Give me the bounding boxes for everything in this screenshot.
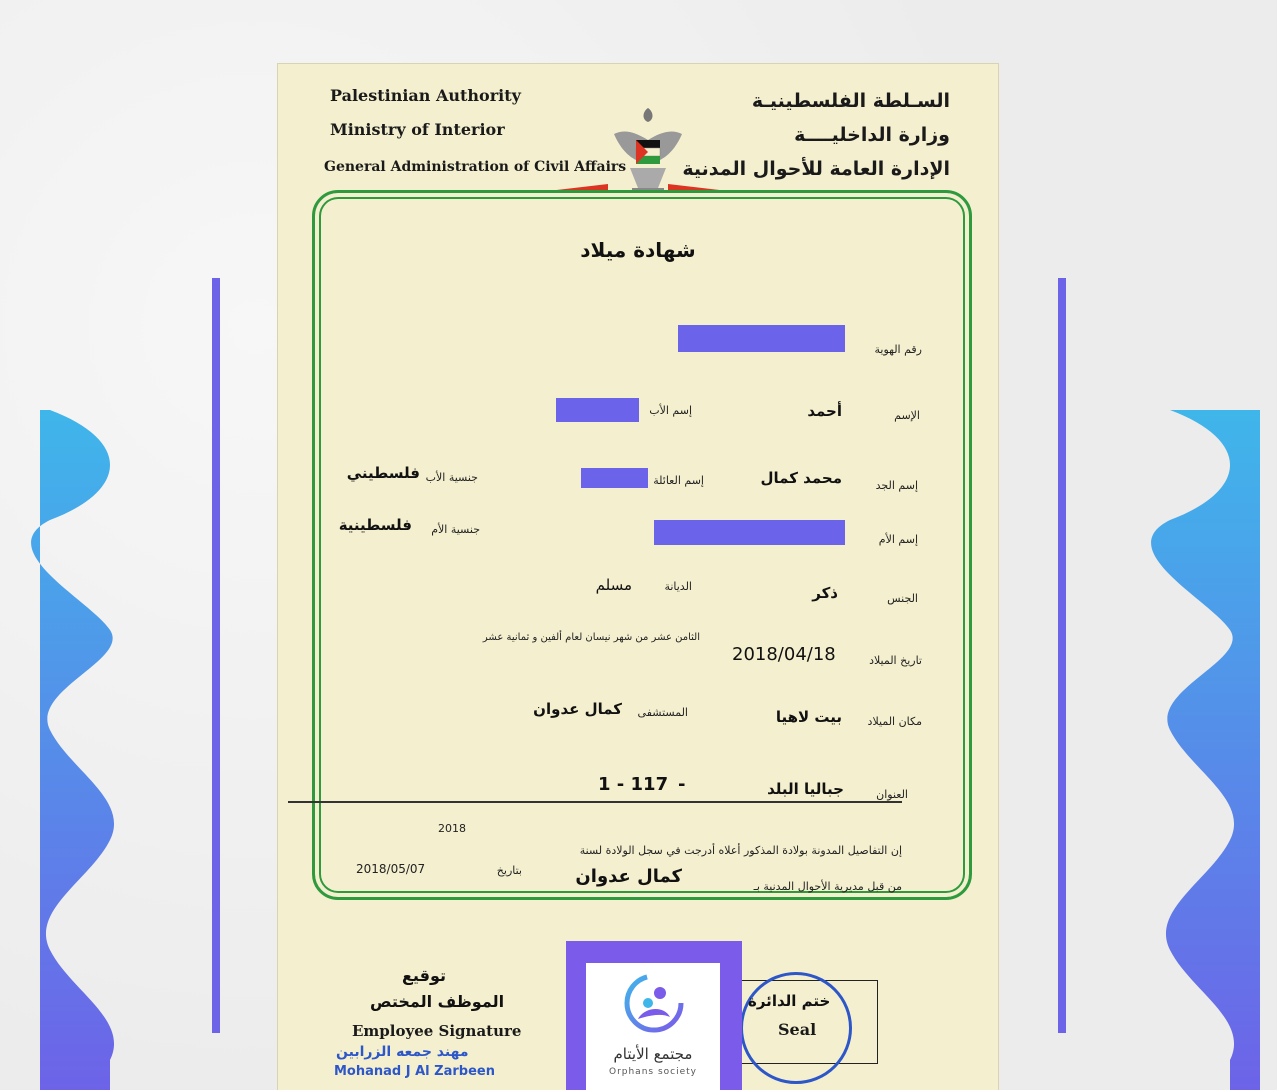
signer-name-ar: مهند جمعه الزرابين [336, 1044, 469, 1060]
header-ar-administration: الإدارة العامة للأحوال المدنية [682, 158, 950, 180]
orphans-society-logo-icon [622, 971, 686, 1035]
seal-en-label: Seal [778, 1020, 817, 1039]
gender-label: الجنس [887, 592, 918, 605]
date-value: 2018/05/07 [356, 862, 426, 876]
date-label: بتاريخ [496, 864, 522, 877]
grandfather-label: إسم الجد [875, 479, 918, 492]
gender-value: ذكر [812, 584, 838, 602]
mother-label: إسم الأم [878, 533, 918, 546]
dob-words: الثامن عشر من شهر نيسان لعام ألفين و ثمانية عشر [482, 632, 700, 643]
hospital-label: المستشفى [637, 706, 688, 719]
religion-label: الديانة [664, 580, 692, 593]
right-accent-line [1058, 278, 1066, 1033]
mother-redaction [654, 520, 845, 545]
header-ar-authority: السـلطة الفلسطينيـة [751, 90, 950, 112]
register-text: إن التفاصيل المدونة بولادة المذكور أعلاه أدرجت في سجل الولادة لسنة [579, 844, 902, 857]
pob-value: بيت لاهيا [775, 708, 842, 726]
family-redaction [581, 468, 648, 488]
left-accent-line [212, 278, 220, 1033]
dob-value: 2018/04/18 [732, 644, 836, 665]
mother-nationality-label: جنسية الأم [431, 523, 480, 536]
logo-name-en: Orphans society [608, 1067, 697, 1077]
logo-inner-panel [586, 963, 720, 1090]
name-label: الإسم [894, 409, 920, 422]
register-year: 2018 [438, 822, 466, 835]
pob-label: مكان الميلاد [867, 715, 922, 728]
header-en-ministry: Ministry of Interior [330, 120, 505, 139]
father-label: إسم الأب [649, 404, 692, 417]
id-label: رقم الهوية [874, 343, 922, 356]
dob-label: تاريخ الميلاد [869, 654, 922, 667]
birth-certificate-document [278, 64, 998, 1090]
address-number: 1 - 117 [598, 774, 669, 795]
header-en-authority: Palestinian Authority [330, 86, 521, 105]
family-label: إسم العائلة [653, 474, 704, 487]
orphans-society-logo-box [566, 941, 742, 1090]
header-en-administration: General Administration of Civil Affairs [324, 159, 627, 175]
name-value: أحمد [807, 402, 842, 420]
logo-name-ar: مجتمع الأيتام [613, 1045, 693, 1063]
signature-en: Employee Signature [352, 1022, 522, 1040]
address-dash: - [678, 774, 686, 795]
right-wave-decoration [1150, 400, 1270, 1090]
grandfather-value: محمد كمال [760, 469, 842, 487]
issued-by-text: من قبل مديرية الأحوال المدنية بـ [753, 880, 902, 893]
signature-ar-role: الموظف المختص [370, 992, 505, 1011]
signer-name-en: Mohanad J Al Zarbeen [334, 1064, 495, 1079]
mother-nationality-value: فلسطينية [338, 516, 412, 534]
issued-by-value: كمال عدوان [575, 866, 682, 887]
signature-ar-title: توقيع [402, 966, 446, 985]
father-nationality-label: جنسية الأب [425, 471, 478, 484]
religion-value: مسلم [595, 576, 632, 594]
father-nationality-value: فلسطيني [346, 464, 420, 482]
address-value: جباليا البلد [767, 780, 844, 798]
address-label: العنوان [876, 788, 908, 801]
hospital-value: كمال عدوان [533, 700, 622, 718]
seal-ar-label: ختم الدائرة [748, 992, 831, 1010]
header-ar-ministry: وزارة الداخليــــة [794, 124, 950, 146]
id-redaction [678, 325, 845, 352]
divider-line [288, 801, 902, 803]
father-redaction [556, 398, 639, 422]
certificate-title: شهادة ميلاد [580, 238, 696, 262]
left-wave-decoration [30, 400, 150, 1090]
